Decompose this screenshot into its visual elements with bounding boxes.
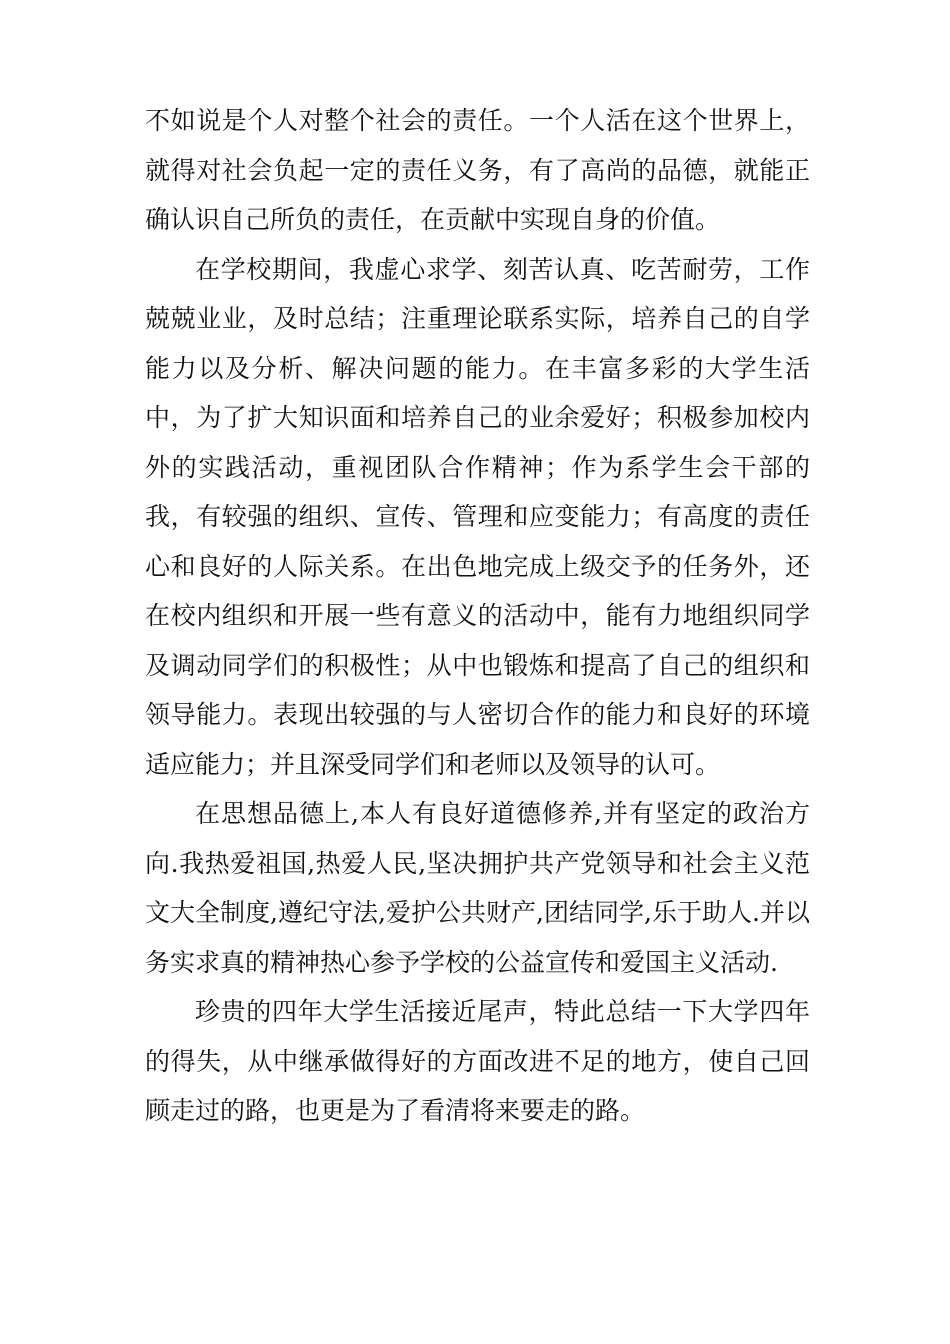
paragraph-continuation: 不如说是个人对整个社会的责任。一个人活在这个世界上，就得对社会负起一定的责任义务，有了高尚的品德，就能正确认识自己所负的责任，在贡献中实现自身的价值。 [145,106,810,234]
paragraph-moral-character: 在思想品德上,本人有良好道德修养,并有坚定的政治方向.我热爱祖国,热爱人民,坚决拥护共产党领导和社会主义范文大全制度,遵纪守法,爱护公共财产,团结同学,乐于助人.并以务实求真的精神热心参予学校的公益宣传和爱国主义活动. [145,799,810,977]
paragraph-conclusion: 珍贵的四年大学生活接近尾声，特此总结一下大学四年的得失，从中继承做得好的方面改进不足的地方，使自己回顾走过的路，也更是为了看清将来要走的路。 [145,997,810,1125]
body-text [145,96,810,1136]
paragraph-school-period: 在学校期间，我虚心求学、刻苦认真、吃苦耐劳，工作兢兢业业，及时总结；注重理论联系实际，培养自己的自学能力以及分析、解决问题的能力。在丰富多彩的大学生活中，为了扩大知识面和培养自己的业余爱好；积极参加校内外的实践活动，重视团队合作精神；作为系学生会干部的我，有较强的组织、宣传、管理和应变能力；有高度的责任心和良好的人际关系。在出色地完成上级交予的任务外，还在校内组织和开展一些有意义的活动中，能有力地组织同学及调动同学们的积极性；从中也锻炼和提高了自己的组织和领导能力。表现出较强的与人密切合作的能力和良好的环境适应能力；并且深受同学们和老师以及领导的认可。 [145,254,810,779]
